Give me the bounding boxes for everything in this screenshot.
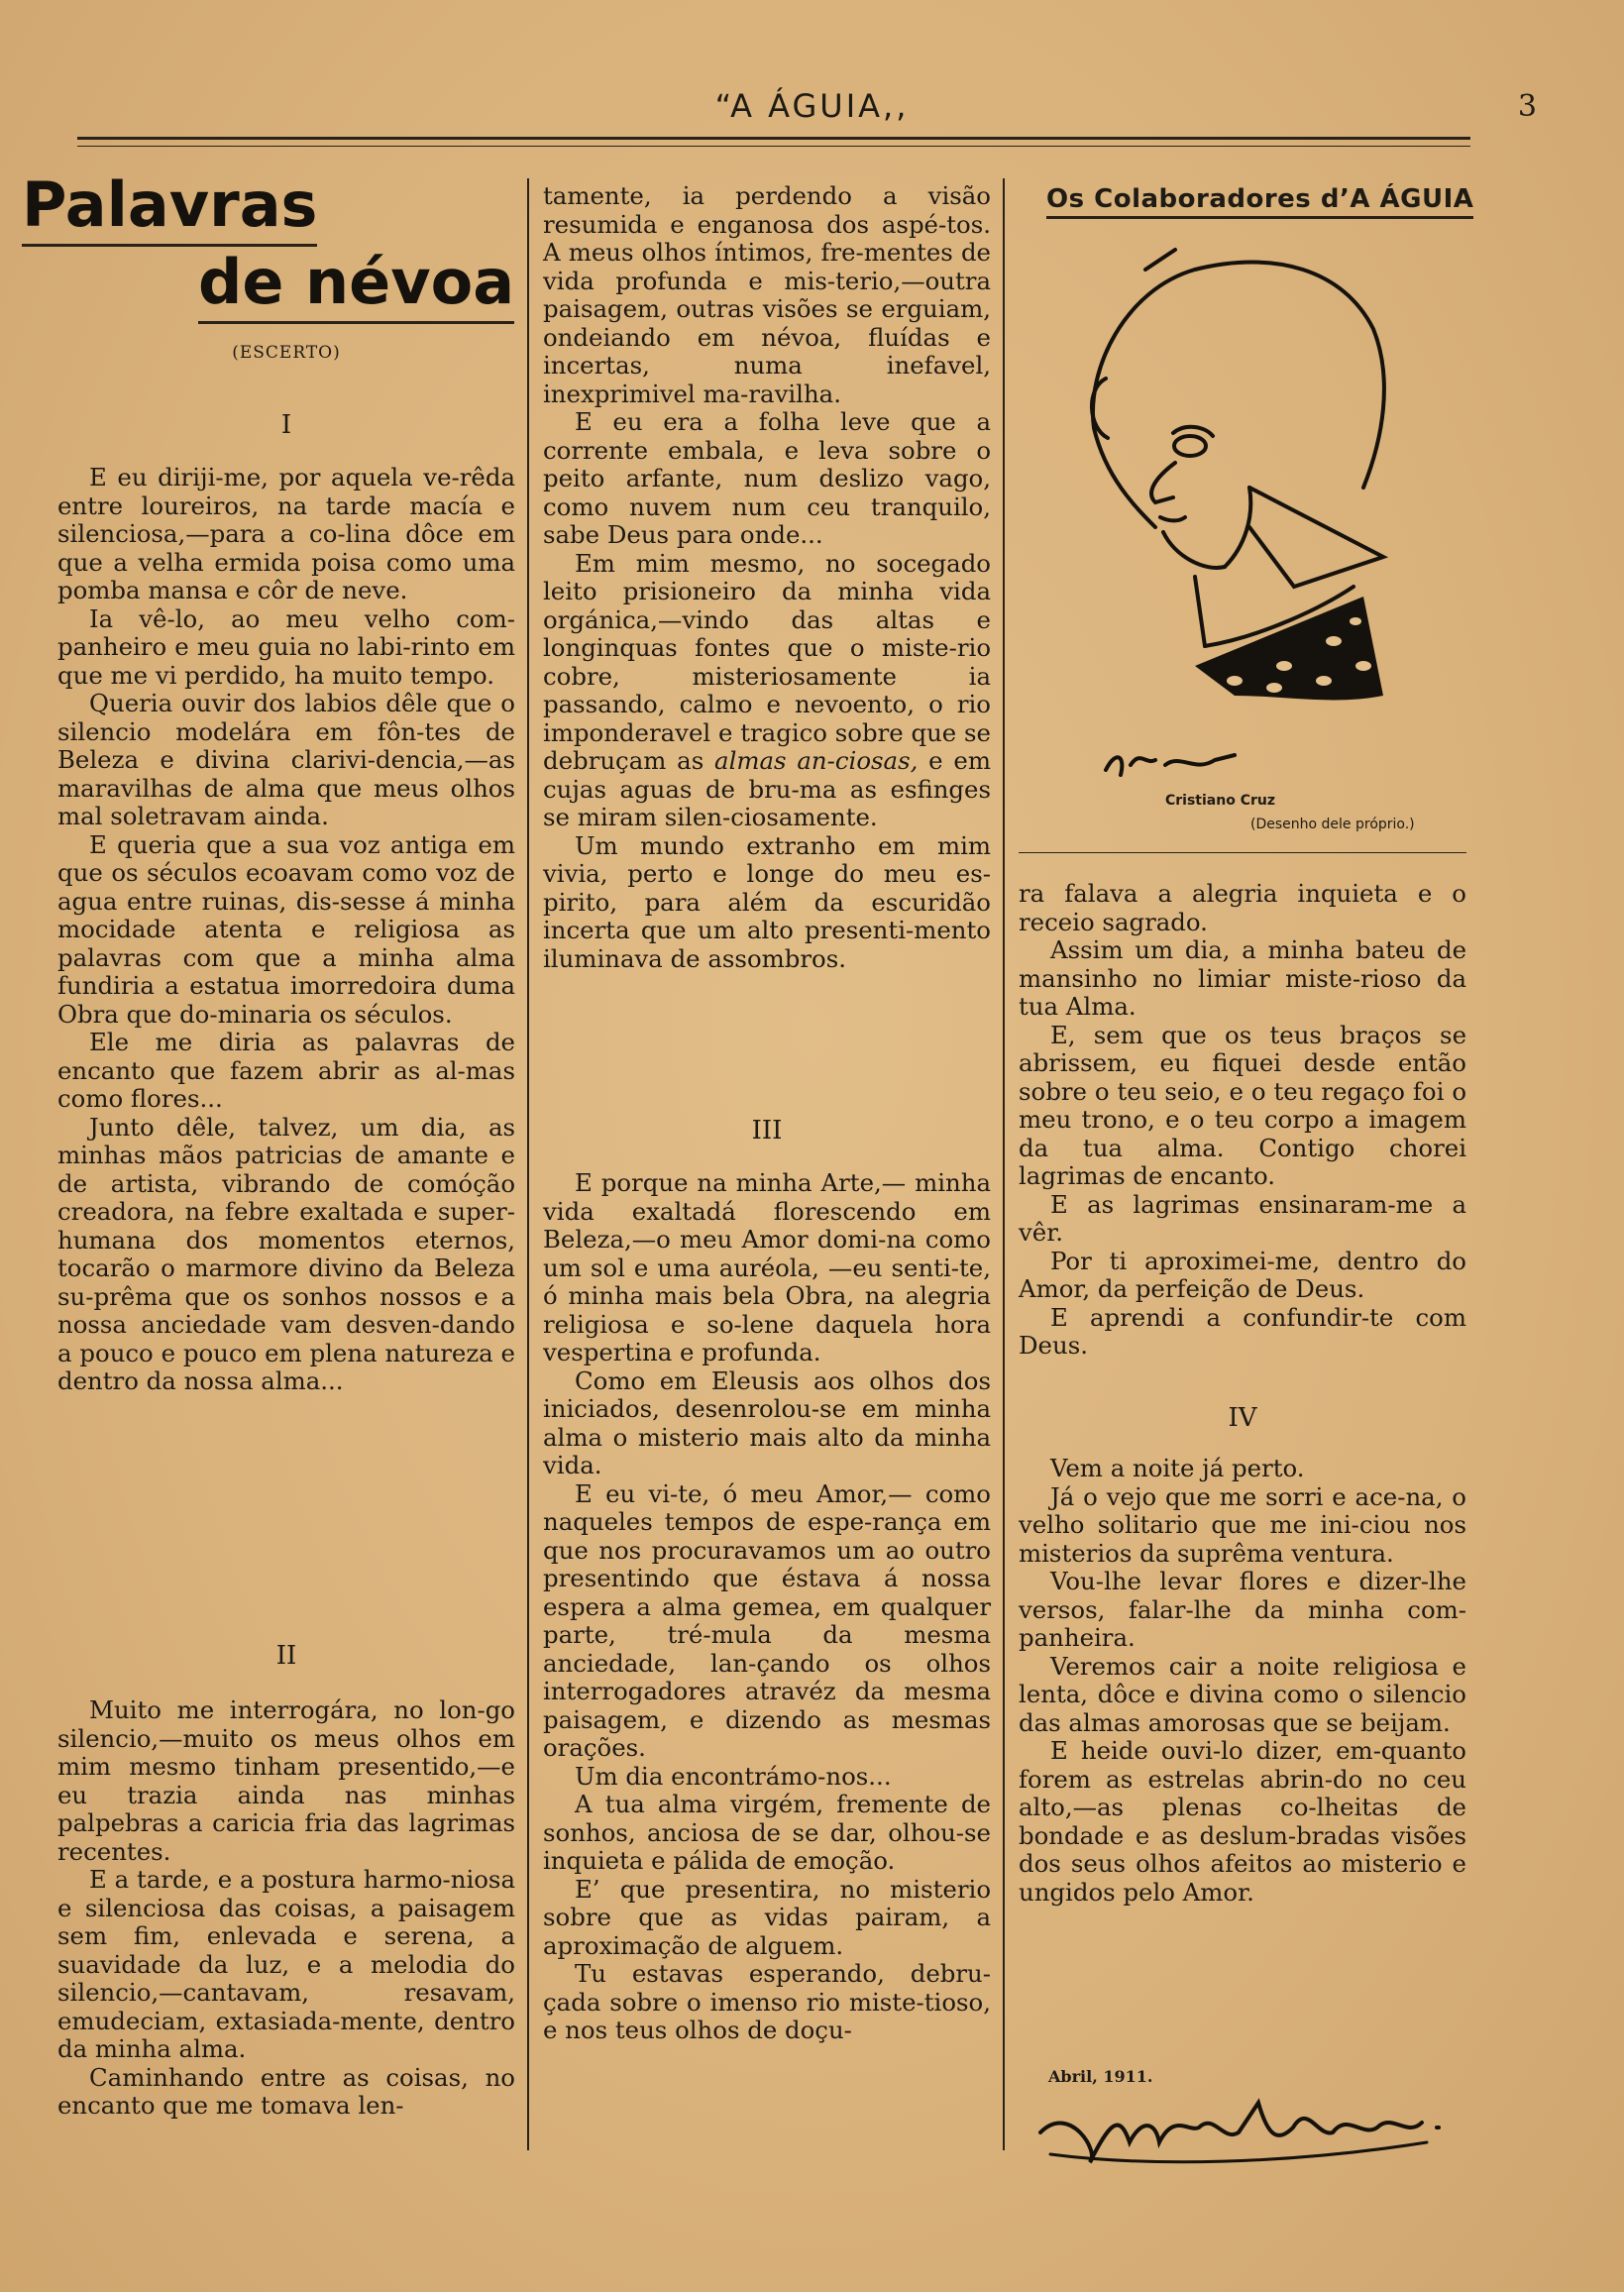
paragraph: Caminhando entre as coisas, no encanto que me tomava len- [57,2062,515,2120]
column1-section2 [57,1696,515,2121]
paragraph: Ele me diria as palavras de encanto que fazem abrir as al-mas como flores... [57,1028,515,1113]
column3-section4 [1019,1455,1466,1907]
paragraph: Veremos cair a noite religiosa e lenta, dôce e divina como o silencio das almas amorosas que se beijam. [1019,1651,1466,1737]
paragraph: A tua alma virgém, fremente de sonhos, anciosa de se dar, olhou-se inquieta e pálida de emoção. [543,1790,991,1875]
paragraph: Tu estavas esperando, debru-çada sobre o imenso rio miste-tioso, e nos teus olhos de doçu- [543,1959,991,2044]
column-rule-2 [1003,178,1005,2150]
caption-name: Cristiano Cruz [1165,793,1276,809]
paragraph: Já o vejo que me sorri e ace-na, o velho solitario que me ini-ciou nos misterios da suprêma ventura. [1019,1481,1466,1568]
paragraph: E’ que presentira, no misterio sobre que as vidas pairam, a aproximação de alguem. [543,1874,991,1960]
paragraph: Como em Eleusis aos olhos dos iniciados, desenrolou-se em minha alma o misterio mais alto da minha vida. [543,1365,991,1479]
collaborators-heading: Os Colaboradores d’A ÁGUIA [1046,184,1473,219]
paragraph: Vem a noite já perto. [1050,1454,1305,1482]
paragraph: E eu diriji-me, por aquela ve-rêda entre loureiros, na tarde macía e silenciosa,—para a co-lina dôce em que a velha ermida poisa como uma pomba mansa e côr de neve. [57,463,515,604]
paragraph: E porque na minha Arte,— minha vida exaltadá florescendo em Beleza,—o meu Amor domi-na como um sol e uma auréola, —eu senti-te, ó minha mais bela Obra, na alegria religiosa e so-lene daquela hora vespertina e profunda. [543,1168,991,1366]
paragraph: Assim um dia, a minha bateu de mansinho no limiar miste-rioso da tua Alma. [1019,935,1466,1021]
article-subtitle: (ESCERTO) [232,343,341,363]
paragraph: E a tarde, e a postura harmo-niosa e silenciosa das coisas, a paisagem sem fim, enlevada e serena, a suavidade da luz, e a melodia do silencio,—cantavam, resavam, emudeciam, extasiada-mente, dentro da minha alma. [57,1865,515,2063]
article-title-line2: de névoa [198,248,514,324]
column2-section2-cont [543,182,991,973]
page-number: 3 [1517,89,1537,124]
column2-section3 [543,1169,991,2045]
section-numeral-4: IV [1228,1403,1257,1433]
paragraph: E eu era a folha leve que a corrente embala, e leva sobre o peito arfante, num deslizo vago, como nuvem num ceu tranquilo, sabe Deus para onde... [543,407,991,549]
paragraph: Um mundo extranho em mim vivia, perto e longe do meu es-pirito, para além da escuridão incerta que um alto presenti-mento iluminava de assombros. [543,830,991,973]
paragraph: E heide ouvi-lo dizer, em-quanto forem as estrelas abrin-do no ceu alto,—as plenas co-lheitas de bondade e as deslum-bradas visões dos seus olhos afeitos ao misterio e ungidos pelo Amor. [1019,1736,1466,1907]
paragraph: Vou-lhe levar flores e dizer-lhe versos, falar-lhe da minha com-panheira. [1019,1567,1466,1652]
caption-note: (Desenho dele próprio.) [1250,817,1415,832]
paragraph: Um dia encontrámo-nos... [575,1761,892,1791]
section-numeral-2: II [275,1641,297,1671]
article-title-line1: Palavras [22,170,317,247]
paragraph: E, sem que os teus braços se abrissem, eu fiquei desde então sobre o teu seio, e o teu regaço foi o meu trono, e o teu corpo a imagem da tua alma. Contigo chorei lagrimas de encanto. [1019,1020,1466,1190]
author-signature [1030,2083,1457,2172]
section-numeral-1: I [280,410,292,440]
page-header [0,81,1624,125]
section-numeral-3: III [751,1116,783,1146]
paragraph: Muito me interrogára, no lon-go silencio,—muito os meus olhos em mim mesmo tinham presentido,—e eu trazia ainda nas minhas palpebras a caricia fria das lagrimas recentes. [57,1695,515,1866]
paragraph: E aprendi a confundir-te com Deus. [1019,1302,1466,1360]
article-date: Abril, 1911. [1048,2067,1153,2086]
column3-section3-cont [1019,880,1466,1361]
caricature-portrait [1046,230,1443,805]
paragraph: Ia vê-lo, ao meu velho com-panheiro e meu guia no labi-rinto em que me vi perdido, ha muito tempo. [57,603,515,690]
journal-title: “A ÁGUIA,, [714,87,910,125]
paragraph-text: Em mim mesmo, no socegado leito prisioneiro da minha vida orgánica,—vindo das altas e longinquas fontes que o miste-rio cobre, misteriosamente ia passando, calmo e nevoento, o rio imponderavel e tragico sobre que se debruçam as [543,548,991,775]
paragraph: tamente, ia perdendo a visão resumida e enganosa dos aspé-tos. A meus olhos íntimos, fre-mentes de vida profunda e mis-terio,—outra paisagem, outras visões se erguiam, ondeiando em névoa, fluídas e incertas, numa inefavel, inexprimivel ma-ravilha. [543,181,991,408]
paragraph-text: e em cujas aguas de bru-ma as esfinges se miram silen-ciosamente. [543,746,991,831]
paragraph: Junto dêle, talvez, um dia, as minhas mãos patricias de amante e de artista, vibrando de comóção creadora, na febre exaltada e super-humana dos momentos eternos, tocarão o marmore divino da Beleza su-prêma que os sonhos nossos e a nossa anciedade vam desven-dando a pouco e pouco em plena natureza e dentro da nossa alma... [57,1112,515,1395]
paragraph: E as lagrimas ensinaram-me a vêr. [1019,1189,1466,1247]
paragraph: ra falava a alegria inquieta e o receio sagrado. [1019,879,1466,936]
portrait-box-rule [1019,852,1466,853]
paragraph: E queria que a sua voz antiga em que os séculos ecoavam como voz de agua entre ruinas, dis-sesse á minha mocidade atenta e religiosa as palavras com que a minha alma fundiria a estatua imorredoira duma Obra que do-minaria os séculos. [57,829,515,1029]
paragraph: Queria ouvir dos labios dêle que o silencio modelára em fôn-tes de Beleza e divina clarivi-dencia,—as maravilhas de alma que meus olhos mal soletravam ainda. [57,689,515,830]
column1-section1 [57,464,515,1396]
paragraph [543,550,991,832]
paragraph: Por ti aproximei-me, dentro do Amor, da perfeição de Deus. [1019,1246,1466,1303]
italic-phrase: almas an-ciosas, [714,746,919,775]
paragraph: E eu vi-te, ó meu Amor,— como naqueles tempos de espe-rança em que nos procuravamos um ao outro presentindo que éstava á nossa espera a alma gemea, em qualquer parte, tré-mula da mesma anciedade, lan-çando os olhos interrogadores atravéz da mesma paisagem, e dizendo as mesmas orações. [543,1478,991,1762]
column-rule-1 [527,178,529,2150]
header-rule [77,137,1470,147]
